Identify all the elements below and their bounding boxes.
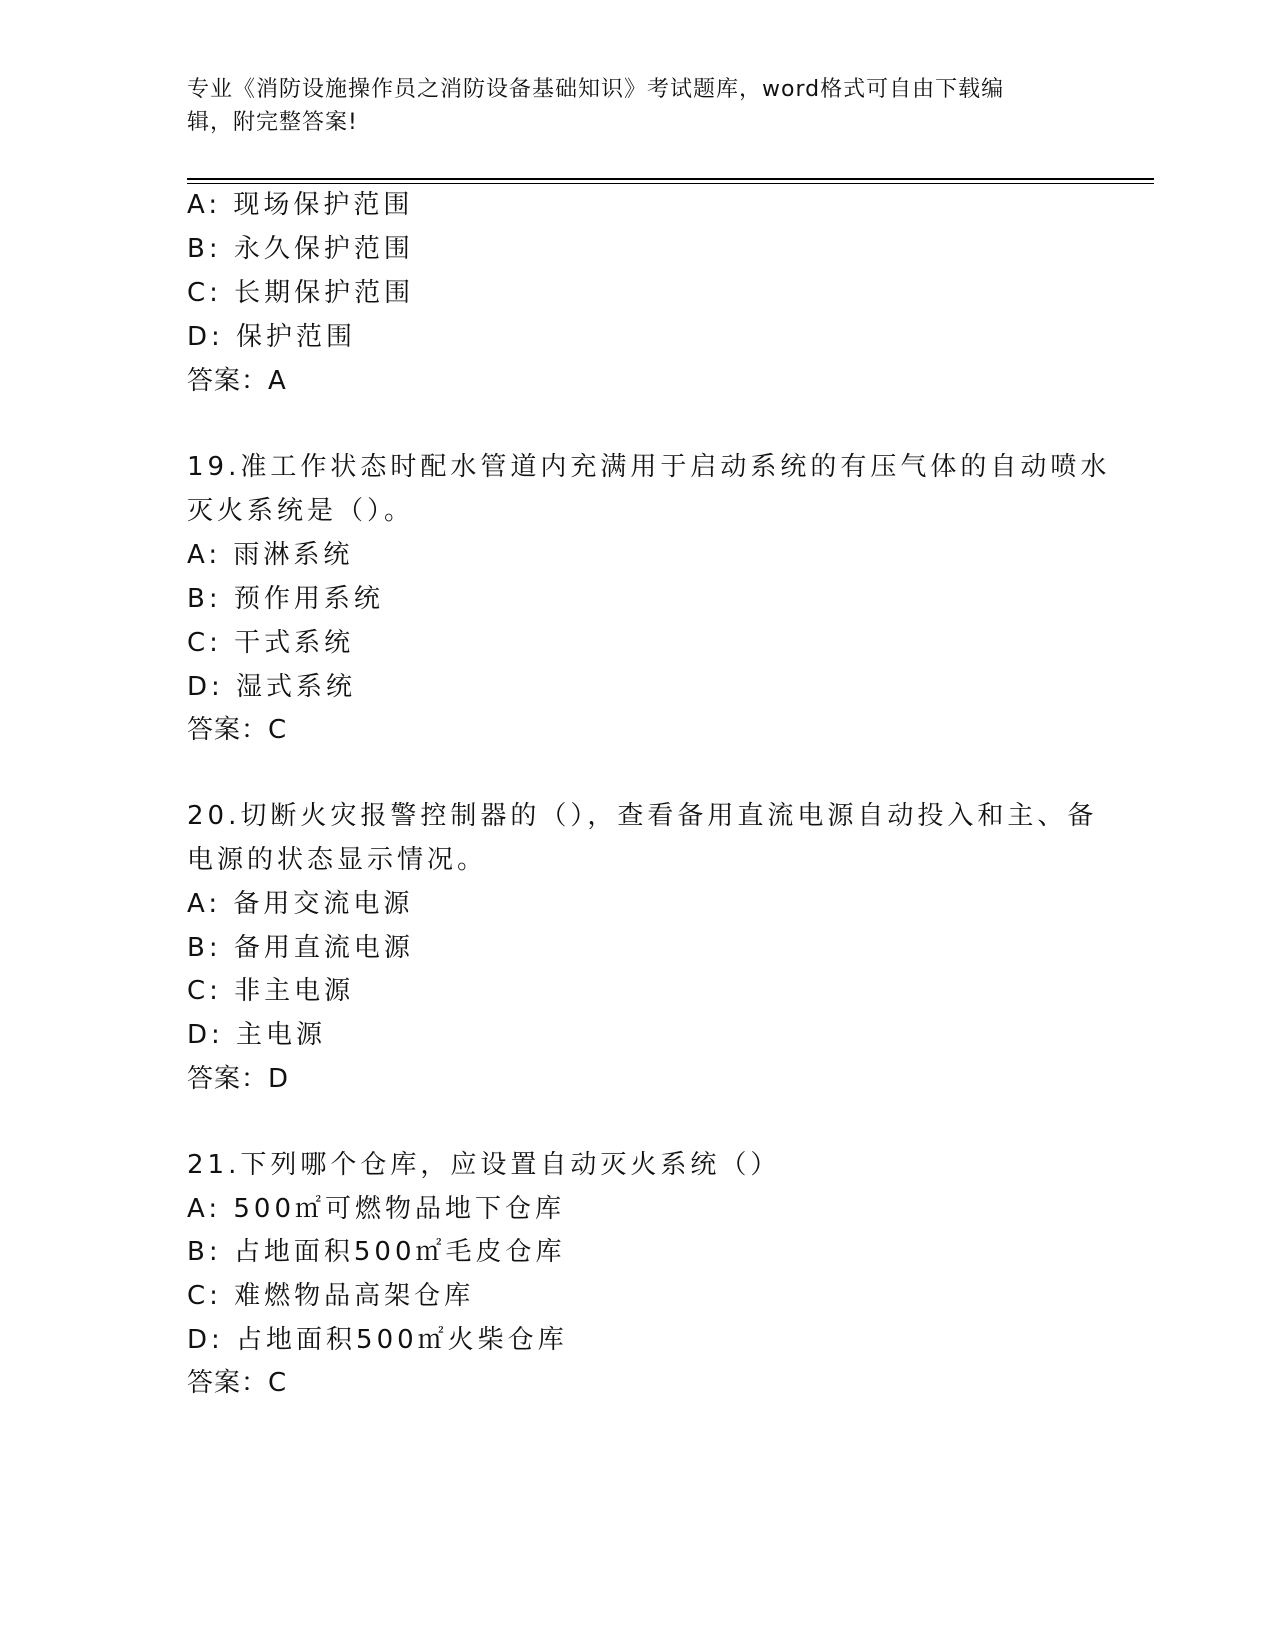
prev-option-b: B: 永久保护范围 (187, 234, 414, 264)
q21-answer: 答案：C (187, 1368, 288, 1398)
q21-option-c: C: 难燃物品高架仓库 (187, 1281, 475, 1311)
q19-option-a: A: 雨淋系统 (187, 540, 354, 570)
prev-option-c: C: 长期保护范围 (187, 278, 415, 308)
q19-answer: 答案：C (187, 715, 288, 745)
prev-option-a: A: 现场保护范围 (187, 190, 414, 220)
header-line-2: 辑，附完整答案! (187, 110, 358, 135)
q19-option-d: D: 湿式系统 (187, 672, 357, 702)
q21-option-a: A: 500㎡可燃物品地下仓库 (187, 1194, 565, 1224)
q19-stem-line-1: 19.准工作状态时配水管道内充满用于启动系统的有压气体的自动喷水 (187, 452, 1111, 482)
q21-stem-line-1: 21.下列哪个仓库，应设置自动灭火系统（） (187, 1150, 781, 1180)
q19-option-b: B: 预作用系统 (187, 584, 384, 614)
q20-option-a: A: 备用交流电源 (187, 889, 414, 919)
q21-option-d: D: 占地面积500㎡火柴仓库 (187, 1325, 568, 1355)
q20-option-c: C: 非主电源 (187, 976, 355, 1006)
header-divider-thin (187, 183, 1154, 184)
q20-answer: 答案：D (187, 1064, 290, 1094)
prev-option-d: D: 保护范围 (187, 322, 357, 352)
q20-stem-line-1: 20.切断火灾报警控制器的（），查看备用直流电源自动投入和主、备 (187, 801, 1098, 831)
q20-option-b: B: 备用直流电源 (187, 933, 414, 963)
q19-stem-line-2: 灭火系统是（）。 (187, 496, 415, 526)
q21-option-b: B: 占地面积500㎡毛皮仓库 (187, 1237, 566, 1267)
q20-option-d: D: 主电源 (187, 1020, 327, 1050)
q20-stem-line-2: 电源的状态显示情况。 (187, 845, 488, 875)
document-header (187, 73, 1087, 139)
q19-option-c: C: 干式系统 (187, 628, 355, 658)
prev-answer: 答案：A (187, 366, 287, 396)
header-divider-thick (187, 178, 1154, 180)
header-line-1: 专业《消防设施操作员之消防设备基础知识》考试题库，word格式可自由下载编 (187, 77, 1005, 102)
